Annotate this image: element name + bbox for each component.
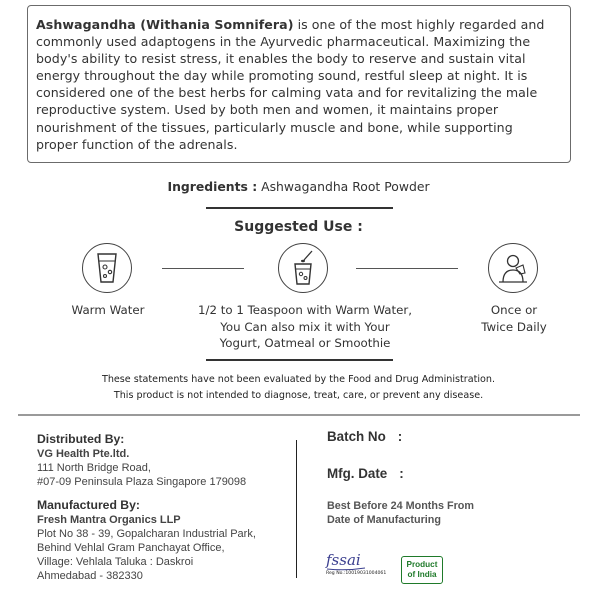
- manufacturer-address-line: Behind Vehlal Gram Panchayat Office,: [37, 542, 225, 554]
- manufacturer-name: Fresh Mantra Organics LLP: [37, 514, 181, 526]
- description-line: reproductive system. Used by both men and women, it maintains proper: [36, 102, 499, 118]
- ingredients-value: Ashwagandha Root Powder: [257, 179, 430, 194]
- mfg-date-colon: :: [399, 466, 404, 481]
- distributor-label: Distributed By:: [37, 432, 125, 446]
- badge-line: of India: [407, 569, 437, 579]
- description-line: energy throughout the day while promoting sound, restful sleep at night. It is: [36, 68, 528, 84]
- connector-line: [162, 268, 244, 269]
- description-line: commonly used adaptogens in the Ayurvedic pharmaceutical. Maximizing the: [36, 34, 531, 50]
- manufacturer-block: [37, 498, 292, 583]
- description-text: [36, 16, 562, 153]
- distributor-block: [37, 432, 292, 489]
- disclaimer-line: This product is not intended to diagnose, treat, care, or prevent any disease.: [113, 389, 484, 401]
- fssai-logo: [326, 551, 396, 576]
- description-line: body's ability to resist stress, it enables the body to reserve and sustain vital: [36, 51, 526, 67]
- connector-line: [356, 268, 458, 269]
- description-line: considered one of the best herbs for calming vata and for revitalizing the male: [36, 85, 538, 101]
- batch-no-label: Batch No: [327, 429, 386, 444]
- manufacturer-address-line: Ahmedabad - 382330: [37, 570, 143, 582]
- divider: [206, 359, 393, 361]
- badge-line: Product: [406, 560, 438, 569]
- ingredients-label: Ingredients :: [167, 179, 258, 194]
- best-before-line: Best Before 24 Months From: [327, 500, 474, 512]
- distributor-address-line: 111 North Bridge Road,: [37, 462, 151, 474]
- batch-no: [327, 429, 402, 444]
- section-divider: [18, 414, 580, 416]
- fssai-license: Reg No.:10019031004061: [326, 571, 387, 576]
- description-box: [27, 5, 571, 163]
- person-drinking-icon: [488, 243, 538, 293]
- caption-line: You Can also mix it with Your: [220, 319, 390, 334]
- vertical-divider: [296, 440, 297, 578]
- glass-with-spoon-icon: [278, 243, 328, 293]
- description-line: proper function of the adrenals.: [36, 136, 238, 152]
- divider: [206, 207, 393, 209]
- description-line: is one of the most highly regarded and: [293, 17, 545, 32]
- manufacturer-label: Manufactured By:: [37, 498, 140, 512]
- description-line: nourishment of the tissues, particularly muscle and bone, while supporting: [36, 119, 513, 135]
- distributor-name: VG Health Pte.ltd.: [37, 448, 130, 460]
- caption-line: Yogurt, Oatmeal or Smoothie: [219, 336, 391, 350]
- glass-of-water-icon: [82, 243, 132, 293]
- manufacturer-address-line: Village: Vehlala Taluka : Daskroi: [37, 556, 194, 568]
- product-of-india-badge: [401, 556, 443, 584]
- description-bold-lead: Ashwagandha (Withania Somnifera): [36, 17, 294, 32]
- batch-no-colon: :: [397, 429, 403, 444]
- best-before: [327, 500, 474, 527]
- ingredients-line: [0, 179, 597, 194]
- caption-line: Twice Daily: [481, 319, 547, 334]
- distributor-address-line: #07-09 Peninsula Plaza Singapore 179098: [37, 476, 247, 488]
- caption-line: Once or: [490, 303, 538, 317]
- mfg-date-label: Mfg. Date: [327, 466, 388, 481]
- mfg-date: [327, 466, 404, 481]
- disclaimer: [0, 372, 597, 403]
- caption-frequency: [468, 302, 560, 335]
- disclaimer-line: These statements have not been evaluated by the Food and Drug Administration.: [101, 374, 496, 385]
- manufacturer-address-line: Plot No 38 - 39, Gopalcharan Industrial Park,: [37, 528, 256, 540]
- caption-line: 1/2 to 1 Teaspoon with Warm Water,: [198, 303, 412, 317]
- best-before-line: Date of Manufacturing: [327, 513, 441, 526]
- caption-teaspoon: [190, 302, 420, 352]
- fssai-wordmark: fssai: [326, 551, 361, 569]
- caption-line: Warm Water: [71, 303, 145, 317]
- suggested-use-heading: Suggested Use :: [234, 219, 363, 235]
- caption-warm-water: [60, 302, 156, 319]
